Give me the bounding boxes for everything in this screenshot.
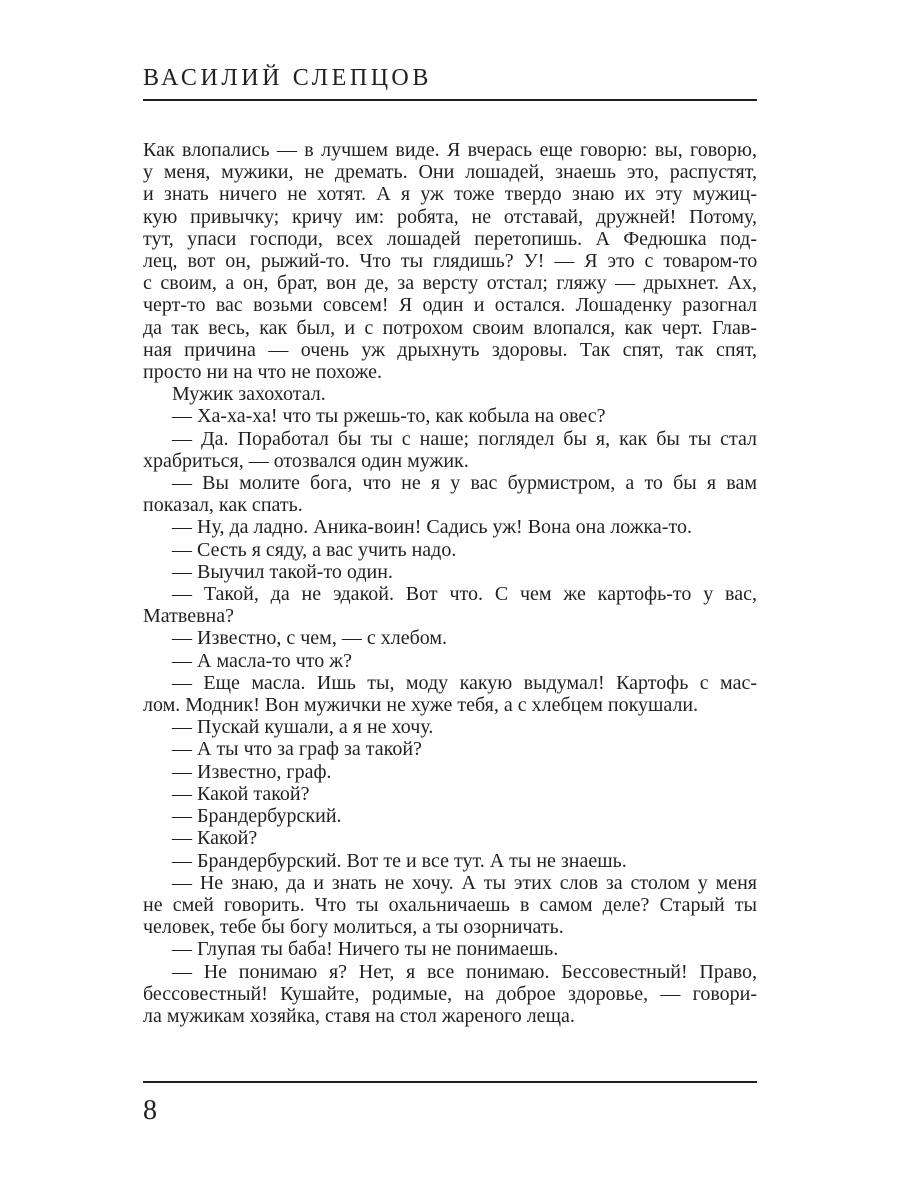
text-line: — А масла-то что ж? bbox=[172, 649, 352, 672]
text-line: — Не понимаю я? Нет, я все понимаю. Бессовестный! Право, bbox=[172, 960, 757, 983]
text-line: — Брандербурский. Вот те и все тут. А ты не знаешь. bbox=[172, 849, 627, 872]
text-line: — Известно, с чем, — с хлебом. bbox=[172, 627, 448, 650]
text-line: и знать ничего не хотят. А я уж тоже твердо знаю их эту мужиц- bbox=[143, 183, 757, 206]
body-text bbox=[143, 139, 757, 1027]
text-line: — Какой такой? bbox=[172, 782, 310, 805]
text-line: — Да. Поработал бы ты с наше; поглядел бы я, как бы ты стал bbox=[172, 427, 757, 450]
text-line: с своим, а он, брат, вон де, за версту отстал; гляжу — дрыхнет. Ах, bbox=[143, 272, 757, 295]
text-line: — Ну, да ладно. Аника-воин! Садись уж! Вона она ложка-то. bbox=[172, 516, 692, 539]
text-line: — А ты что за граф за такой? bbox=[172, 738, 422, 761]
text-line: просто ни на что не похоже. bbox=[143, 361, 383, 384]
text-line: ла мужикам хозяйка, ставя на стол жареного леща. bbox=[143, 1004, 575, 1027]
page-number: 8 bbox=[143, 1095, 157, 1126]
text-line: ная причина — очень уж дрыхнуть здоровы. Так спят, так спят, bbox=[143, 338, 757, 361]
text-line: лом. Модник! Вон мужички не хуже тебя, а с хлебцем покушали. bbox=[143, 694, 699, 717]
text-line: черт-то вас возьми совсем! Я один и остался. Лошаденку разогнал bbox=[143, 294, 757, 317]
text-line: у меня, мужики, не дремать. Они лошадей, знаешь это, распустят, bbox=[143, 161, 757, 184]
text-line: лец, вот он, рыжий-то. Что ты глядишь? У! — Я это с товаром-то bbox=[143, 250, 757, 273]
text-line: Матвевна? bbox=[143, 605, 234, 628]
text-line: — Известно, граф. bbox=[172, 760, 332, 783]
text-line: — Сесть я сяду, а вас учить надо. bbox=[172, 538, 457, 561]
text-line: — Еще масла. Ишь ты, моду какую выдумал! Картофь с мас- bbox=[172, 671, 757, 694]
text-line: — Глупая ты баба! Ничего ты не понимаешь. bbox=[172, 938, 559, 961]
text-line: — Вы молите бога, что не я у вас бурмистром, а то бы я вам bbox=[172, 472, 757, 495]
text-line: — Такой, да не эдакой. Вот что. С чем же картофь-то у вас, bbox=[172, 583, 757, 606]
text-line: — Не знаю, да и знать не хочу. А ты этих слов за столом у меня bbox=[172, 871, 757, 894]
text-line: кую привычку; кричу им: робята, не отставай, дружней! Потому, bbox=[143, 205, 757, 228]
text-line: Мужик захохотал. bbox=[172, 383, 326, 406]
text-line: — Ха-ха-ха! что ты ржешь-то, как кобыла на овес? bbox=[172, 405, 606, 428]
text-line: да так весь, как был, и с потрохом своим влопался, как черт. Глав- bbox=[143, 316, 757, 339]
text-line: бессовестный! Кушайте, родимые, на доброе здоровье, — говори- bbox=[143, 982, 757, 1005]
text-line: тут, упаси господи, всех лошадей перетопишь. А Федюшка под- bbox=[143, 227, 757, 250]
text-line: не смей говорить. Что ты охальничаешь в самом деле? Старый ты bbox=[143, 893, 757, 916]
text-line: — Пускай кушали, а я не хочу. bbox=[172, 716, 434, 739]
text-line: показал, как спать. bbox=[143, 494, 303, 517]
text-line: — Выучил такой-то один. bbox=[172, 560, 393, 583]
text-line: Как влопались — в лучшем виде. Я вчерась еще говорю: вы, говорю, bbox=[143, 139, 757, 161]
text-line: — Брандербурский. bbox=[172, 805, 342, 828]
footer-rule bbox=[143, 1081, 757, 1083]
text-line: — Какой? bbox=[172, 827, 258, 850]
header-rule bbox=[143, 99, 757, 101]
text-line: храбриться, — отозвался один мужик. bbox=[143, 449, 469, 472]
text-line: человек, тебе бы богу молиться, а ты озорничать. bbox=[143, 916, 564, 939]
running-head: ВАСИЛИЙ СЛЕПЦОВ bbox=[143, 65, 432, 91]
